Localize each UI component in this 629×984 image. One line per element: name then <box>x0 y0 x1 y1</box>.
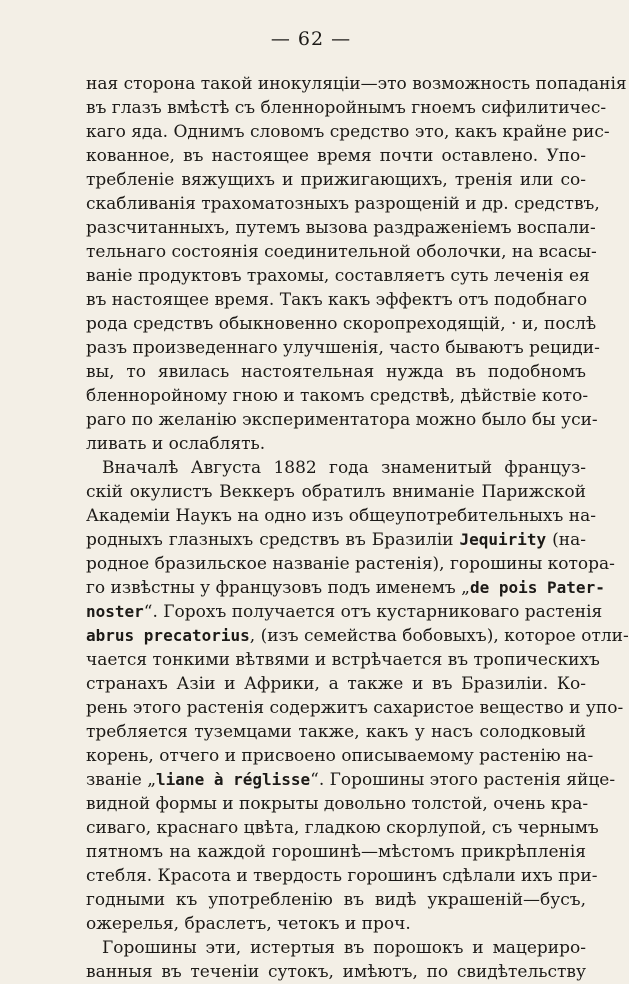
text-span: каго яда. Однимъ словомъ средство это, какъ крайне рис- <box>86 122 610 142</box>
text-line <box>86 720 586 744</box>
text-span: требленіе вяжущихъ и прижигающихъ, тренія или со- <box>86 170 586 190</box>
text-span: скій окулистъ Веккеръ обратилъ вниманіе Парижской <box>86 482 586 502</box>
text-span: видной формы и покрыты довольно толстой, очень кра- <box>86 794 589 814</box>
text-span: рода средствъ обыкновенно скоропреходящій, · и, послѣ <box>86 314 597 334</box>
text-line <box>86 672 586 696</box>
text-span: раго по желанію экспериментатора можно было бы уси- <box>86 410 598 430</box>
text-span: ваніе продуктовъ трахомы, составляетъ суть леченія ея <box>86 266 590 286</box>
text-line <box>86 648 600 672</box>
text-span: родное бразильское названіе растенія), горошины котора- <box>86 554 615 574</box>
text-line <box>86 768 616 792</box>
text-line <box>86 744 594 768</box>
text-span: странахъ Азіи и Африки, а также и въ Бразиліи. Ко- <box>86 674 586 694</box>
page-number: — 62 — <box>270 28 352 50</box>
text-span: чается тонкими вѣтвями и встрѣчается въ тропическихъ <box>86 650 600 670</box>
text-line <box>86 792 589 816</box>
text-span: родныхъ глазныхъ средствъ въ Бразиліи <box>86 530 460 550</box>
text-line <box>86 120 610 144</box>
text-line <box>86 600 603 624</box>
text-span: званіе „ <box>86 770 157 790</box>
text-span: “. Горохъ получается отъ кустарниковаго растенія <box>143 602 603 622</box>
text-span: ливать и ослаблять. <box>86 434 266 454</box>
text-line <box>86 528 586 552</box>
text-line <box>86 456 586 480</box>
text-span: разсчитанныхъ, путемъ вызова раздраженіемъ воспали- <box>86 218 596 238</box>
latin-term: Jequirity <box>459 530 547 549</box>
text-line <box>86 624 629 648</box>
text-line <box>86 216 596 240</box>
text-span: пятномъ на каждой горошинѣ—мѣстомъ прикрѣпленія <box>86 842 586 862</box>
text-span: сиваго, краснаго цвѣта, гладкою скорлупой, съ чернымъ <box>86 818 599 838</box>
latin-term: de pois Pater- <box>469 578 605 597</box>
text-span: , (изъ семейства бобовыхъ), которое отли- <box>249 626 629 646</box>
text-span: разъ произведеннаго улучшенія, часто бываютъ рециди- <box>86 338 600 358</box>
text-line <box>86 288 586 312</box>
text-line <box>86 336 600 360</box>
text-line <box>86 696 624 720</box>
text-span: стебля. Красота и твердость горошинъ сдѣлали ихъ при- <box>86 866 598 886</box>
text-span: Вначалѣ Августа 1882 года знаменитый француз- <box>102 458 586 478</box>
text-line <box>86 840 586 864</box>
text-line <box>86 168 586 192</box>
text-line <box>86 264 590 288</box>
text-span: вы, то явилась настоятельная нужда въ подобномъ <box>86 362 586 382</box>
text-line <box>86 912 586 936</box>
text-span: Горошины эти, истертыя въ порошокъ и мацериро- <box>102 938 586 958</box>
text-span: въ глазъ вмѣстѣ съ бленноройнымъ гноемъ сифилитичес- <box>86 98 607 118</box>
latin-term: abrus precatorius <box>86 626 250 645</box>
text-span: требляется туземцами также, какъ у насъ солодковый <box>86 722 586 742</box>
text-line <box>86 360 586 384</box>
text-span: годными къ употребленію въ видѣ украшеній—бусъ, <box>86 890 586 910</box>
text-line <box>86 576 605 600</box>
text-line <box>86 864 598 888</box>
text-span: въ настоящее время. Такъ какъ эффектъ отъ подобнаго <box>86 290 588 310</box>
text-line <box>86 960 586 984</box>
text-span: ожерелья, браслетъ, четокъ и проч. <box>86 914 411 934</box>
text-line <box>86 72 627 96</box>
text-line <box>86 504 596 528</box>
latin-term: noster <box>86 602 144 621</box>
text-line <box>86 384 589 408</box>
text-line <box>86 480 586 504</box>
text-line <box>86 408 598 432</box>
text-span: Академіи Наукъ на одно изъ общеупотребительныхъ на- <box>86 506 596 526</box>
text-line <box>86 888 586 912</box>
text-span: (на- <box>546 530 586 550</box>
text-span: ванныя въ теченіи сутокъ, имѣютъ, по свидѣтельству <box>86 962 586 982</box>
text-line <box>86 96 607 120</box>
text-line <box>86 816 599 840</box>
text-line <box>86 936 586 960</box>
text-line <box>86 552 615 576</box>
text-span: го извѣстны у французовъ подъ именемъ „ <box>86 578 470 598</box>
body-text <box>86 72 629 984</box>
text-span: рень этого растенія содержитъ сахаристое вещество и упо- <box>86 698 624 718</box>
text-line <box>86 312 597 336</box>
latin-term: liane à réglisse <box>156 770 311 789</box>
text-span: ная сторона такой инокуляціи—это возможность попаданія <box>86 74 627 94</box>
text-line <box>86 432 586 456</box>
text-span: тельнаго состоянія соединительной оболочки, на всасы- <box>86 242 597 262</box>
text-span: бленноройному гною и такомъ средствѣ, дѣйствіе кото- <box>86 386 589 406</box>
text-line <box>86 192 600 216</box>
text-span: корень, отчего и присвоено описываемому растенію на- <box>86 746 594 766</box>
text-line <box>86 144 586 168</box>
text-line <box>86 240 597 264</box>
text-span: “. Горошины этого растенія яйце- <box>310 770 616 790</box>
text-span: кованное, въ настоящее время почти оставлено. Упо- <box>86 146 586 166</box>
text-span: скабливанія трахоматозныхъ разрощеній и др. средствъ, <box>86 194 600 214</box>
